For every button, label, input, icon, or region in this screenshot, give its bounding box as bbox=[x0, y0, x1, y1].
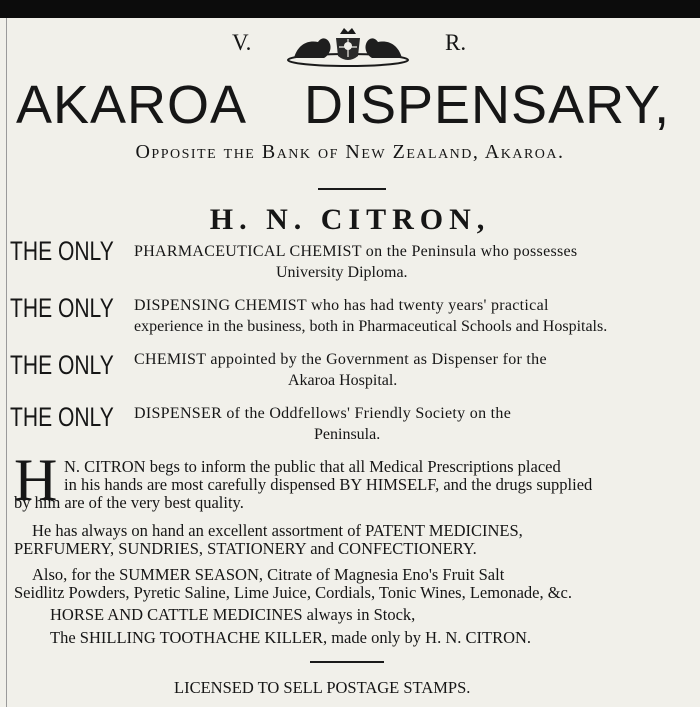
left-initial: V. bbox=[232, 30, 252, 55]
postage-stamps-line: LICENSED TO SELL POSTAGE STAMPS. bbox=[174, 678, 471, 697]
claim-prefix: THE ONLY bbox=[10, 350, 114, 380]
scan-top-border bbox=[0, 0, 700, 18]
claim-text-line1: PHARMACEUTICAL CHEMIST on the Peninsula who possesses bbox=[134, 243, 578, 260]
claim-text-line2: experience in the business, both in Pharmaceutical Schools and Hospitals. bbox=[134, 318, 608, 335]
divider-short-bottom bbox=[310, 661, 384, 663]
assortment-line2: PERFUMERY, SUNDRIES, STATIONERY and CONFECTIONERY. bbox=[14, 539, 477, 558]
page-title bbox=[16, 76, 684, 134]
toothache-line: The SHILLING TOOTHACHE KILLER, made only by H. N. CITRON. bbox=[50, 628, 532, 647]
claim-text-line1: DISPENSER of the Oddfellows' Friendly Society on the bbox=[134, 405, 512, 422]
claim-text-line2: University Diploma. bbox=[276, 264, 408, 281]
claim-prefix: THE ONLY bbox=[10, 293, 114, 323]
notice-line1: N. CITRON begs to inform the public that all Medical Prescriptions placed bbox=[64, 457, 561, 476]
drop-cap: H bbox=[14, 447, 58, 513]
assortment-line1: He has always on hand an excellent assortment of PATENT MEDICINES, bbox=[32, 521, 523, 540]
royal-coat-of-arms-icon bbox=[284, 24, 412, 68]
right-initial: R. bbox=[445, 30, 467, 55]
claim-text-line1: CHEMIST appointed by the Government as Dispenser for the bbox=[134, 351, 547, 368]
notice-line2: in his hands are most carefully dispensed BY HIMSELF, and the drugs supplied bbox=[64, 475, 593, 494]
claim-text-line2: Akaroa Hospital. bbox=[288, 372, 398, 389]
title-akaroa: AKAROA bbox=[16, 75, 248, 135]
address-subtitle: Opposite the Bank of New Zealand, Akaroa. bbox=[135, 141, 565, 163]
column-rule bbox=[6, 18, 7, 707]
claim-prefix: THE ONLY bbox=[10, 402, 114, 432]
divider-short bbox=[318, 188, 386, 190]
notice-line3: by him are of the very best quality. bbox=[14, 493, 244, 512]
claim-text-line2: Peninsula. bbox=[314, 426, 381, 443]
proprietor-name: H. N. CITRON, bbox=[209, 203, 491, 236]
summer-line2: Seidlitz Powders, Pyretic Saline, Lime Juice, Cordials, Tonic Wines, Lemonade, &c. bbox=[14, 583, 573, 602]
claim-prefix: THE ONLY bbox=[10, 236, 114, 266]
horse-cattle-line: HORSE AND CATTLE MEDICINES always in Stock, bbox=[50, 605, 416, 624]
summer-line1: Also, for the SUMMER SEASON, Citrate of Magnesia Eno's Fruit Salt bbox=[32, 565, 505, 584]
claim-text-line1: DISPENSING CHEMIST who has had twenty years' practical bbox=[134, 297, 549, 314]
title-dispensary: DISPENSARY, bbox=[304, 75, 671, 135]
